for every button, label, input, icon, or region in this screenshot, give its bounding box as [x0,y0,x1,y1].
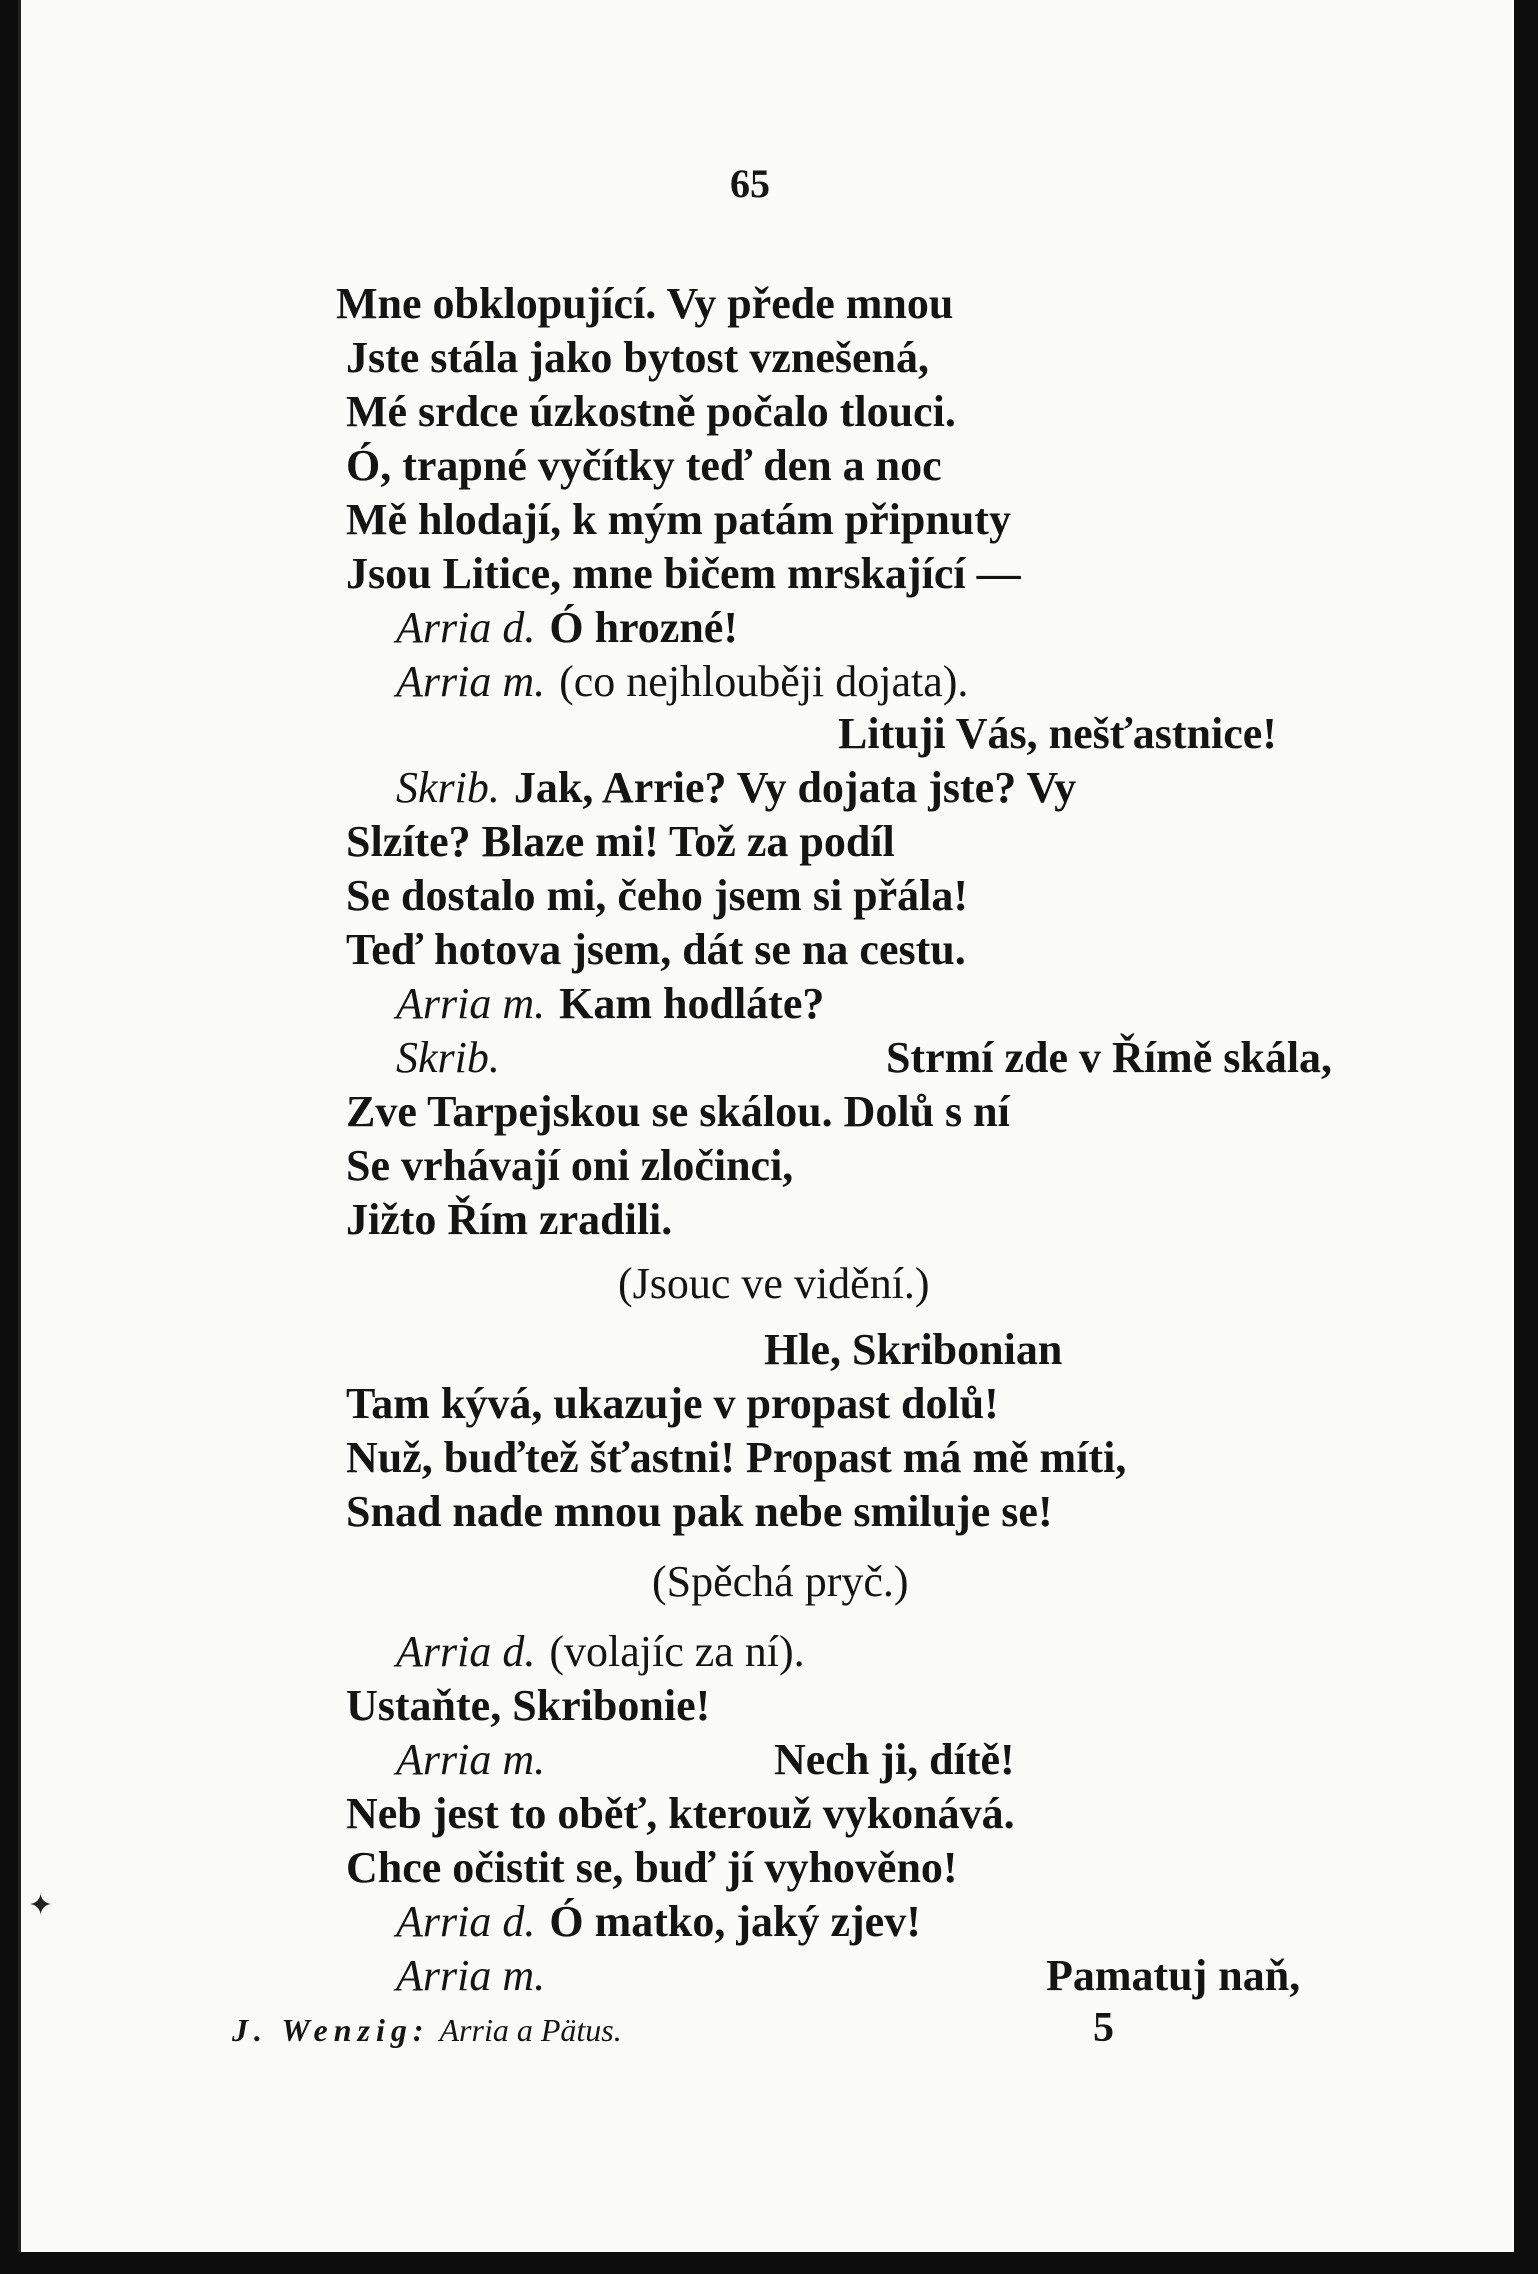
speech-text: Kam hodláte? [559,979,825,1028]
speech-text: Ó hrozné! [549,603,738,652]
speaker-line [396,657,969,706]
page-edge-line [18,0,21,2252]
speaker-line [396,763,1077,812]
verse-line: Nuž, buďtež šťastni! Propast má mě míti, [346,1433,1127,1482]
speaker-name: Arria m. [396,1951,546,2000]
speaker-name: Arria d. [396,1897,536,1946]
stage-direction: (volajíc za ní). [549,1627,805,1676]
verse-line: Neb jest to oběť, kterouž vykonává. [346,1789,1015,1838]
verse-line: Jste stála jako bytost vznešená, [346,333,929,382]
page-number: 65 [730,161,770,206]
speaker-line [396,1627,805,1676]
stage-direction: (Jsouc ve vidění.) [618,1259,930,1308]
speaker-name-line [396,1951,559,2000]
speaker-name: Arria m. [396,1735,546,1784]
verse-line: Teď hotova jsem, dát se na cestu. [346,925,966,974]
speaker-name: Skrib. [396,1033,500,1082]
stage-direction: (co nejhlouběji dojata). [559,657,969,706]
verse-line: Se vrhávají oni zločinci, [346,1141,794,1190]
verse-line: Mne obklopující. Vy přede mnou [336,279,954,328]
verse-line: Jsou Litice, mne bičem mrskající — [346,549,1021,598]
speaker-line [396,603,738,652]
verse-line: Tam kývá, ukazuje v propast dolů! [346,1379,999,1428]
verse-line: Slzíte? Blaze mi! Tož za podíl [346,817,895,866]
speaker-name: Skrib. [396,763,500,812]
speech-text: Strmí zde v Římě skála, [886,1033,1333,1082]
verse-line: Se dostalo mi, čeho jsem si přála! [346,871,969,920]
speaker-name: Arria m. [396,979,546,1028]
footer-author: J. Wenzig: [232,2012,430,2048]
footer-work: Arria a Pätus. [439,2012,622,2048]
verse-line: Snad nade mnou pak nebe smiluje se! [346,1487,1053,1536]
speaker-name: Arria m. [396,657,546,706]
verse-line: Mé srdce úzkostně počalo tlouci. [346,387,956,436]
verse-line: Zve Tarpejskou se skálou. Dolů s ní [346,1087,1010,1136]
speech-text: Ó matko, jaký zjev! [549,1897,921,1946]
verse-line: Mě hlodají, k mým patám připnuty [346,495,1011,544]
speech-text: Nech ji, dítě! [774,1735,1015,1784]
speech-text: Jak, Arrie? Vy dojata jste? Vy [513,763,1077,812]
speaker-name-line [396,1033,514,1082]
footer-credit [232,2012,622,2049]
speaker-line [396,979,825,1028]
verse-line: Hle, Skribonian [764,1325,1063,1374]
verse-line: Chce očistit se, buď jí vyhověno! [346,1843,958,1892]
margin-mark-icon: ✦ [28,1889,54,1922]
speaker-name: Arria d. [396,603,536,652]
speaker-line [396,1897,921,1946]
verse-line: Lituji Vás, nešťastnice! [838,709,1277,758]
verse-line: Ó, trapné vyčítky teď den a noc [346,441,942,490]
verse-line: Ustaňte, Skribonie! [346,1681,711,1730]
signature-mark: 5 [1093,2005,1114,2051]
speaker-name-line [396,1735,559,1784]
speech-text: Pamatuj naň, [1046,1951,1301,2000]
verse-line: Jižto Řím zradili. [346,1195,673,1244]
stage-direction: (Spěchá pryč.) [652,1557,909,1606]
speaker-name: Arria d. [396,1627,536,1676]
